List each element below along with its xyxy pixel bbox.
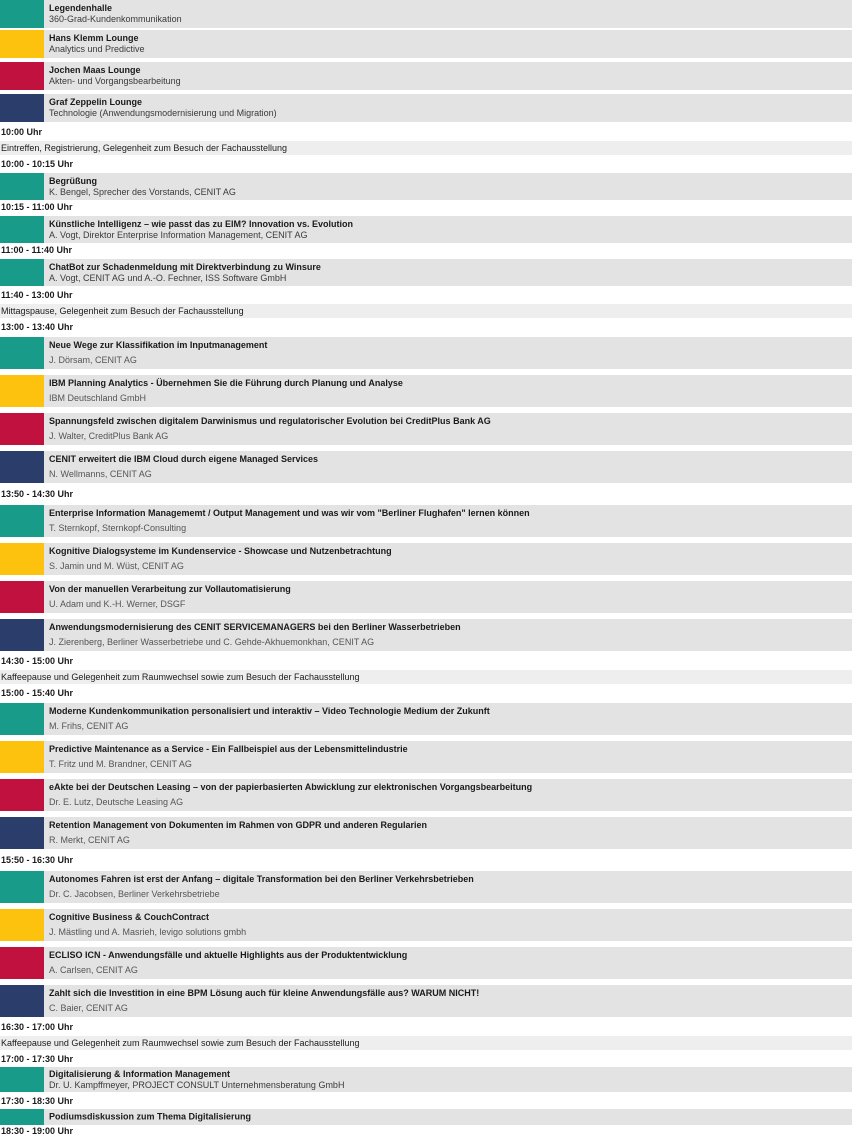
navy-track-swatch (0, 985, 44, 1017)
item-title: Jochen Maas Lounge (49, 65, 141, 75)
item-speaker: U. Adam und K.-H. Werner, DSGF (49, 599, 186, 609)
break-note-text: Mittagspause, Gelegenheit zum Besuch der Fachausstellung (1, 306, 244, 316)
session-row (0, 413, 852, 445)
time-slot-header (0, 1052, 852, 1066)
session-row (0, 451, 852, 483)
room-legend-graf-zeppelin-lounge (0, 94, 852, 122)
item-title: Hans Klemm Lounge (49, 33, 139, 43)
time-slot-label: 16:30 - 17:00 Uhr (1, 1022, 74, 1032)
item-speaker: Dr. E. Lutz, Deutsche Leasing AG (49, 797, 184, 807)
item-title: Moderne Kundenkommunikation personalisiert und interaktiv – Video Technologie Medium der Zukunft (49, 706, 490, 716)
session-row (0, 505, 852, 537)
item-text (49, 219, 353, 241)
time-slot-label: 17:30 - 18:30 Uhr (1, 1096, 74, 1106)
item-title: Enterprise Information Managememt / Output Management und was wir vom "Berliner Flughafen" lernen können (49, 508, 530, 518)
time-slot-label: 15:00 - 15:40 Uhr (1, 688, 74, 698)
item-speaker: Technologie (Anwendungsmodernisierung und Migration) (49, 108, 277, 118)
item-title: Cognitive Business & CouchContract (49, 912, 210, 922)
session-row (0, 1109, 852, 1125)
item-text (49, 818, 427, 848)
item-title: ChatBot zur Schadenmeldung mit Direktverbindung zu Winsure (49, 261, 321, 272)
time-slot-header (0, 125, 852, 139)
teal-track-swatch (0, 0, 44, 28)
session-row (0, 817, 852, 849)
item-text (49, 33, 145, 55)
item-text (49, 704, 490, 734)
time-slot-header (0, 853, 852, 867)
time-slot-label: 11:00 - 11:40 Uhr (1, 245, 73, 255)
session-row (0, 619, 852, 651)
teal-track-swatch (0, 216, 44, 243)
session-row (0, 216, 852, 243)
item-title: Graf Zeppelin Lounge (49, 97, 143, 107)
red-track-swatch (0, 413, 44, 445)
time-slot-header (0, 1094, 852, 1108)
break-note (0, 1036, 852, 1050)
item-speaker: K. Bengel, Sprecher des Vorstands, CENIT AG (49, 186, 236, 197)
session-row (0, 173, 852, 200)
item-title: Digitalisierung & Information Management (49, 1068, 231, 1079)
item-title: Legendenhalle (49, 3, 113, 13)
time-slot-header (0, 1020, 852, 1034)
teal-track-swatch (0, 871, 44, 903)
break-note (0, 304, 852, 318)
item-speaker: N. Wellmanns, CENIT AG (49, 469, 152, 479)
item-speaker: T. Sternkopf, Sternkopf-Consulting (49, 523, 187, 533)
time-slot-header (0, 654, 852, 668)
item-speaker: Dr. U. Kampffmeyer, PROJECT CONSULT Unternehmensberatung GmbH (49, 1079, 345, 1090)
item-speaker: C. Baier, CENIT AG (49, 1003, 128, 1013)
teal-track-swatch (0, 337, 44, 369)
time-slot-label: 13:00 - 13:40 Uhr (1, 322, 74, 332)
session-row (0, 703, 852, 735)
time-slot-header (0, 1126, 852, 1136)
yellow-track-swatch (0, 375, 44, 407)
navy-track-swatch (0, 94, 44, 122)
item-title: CENIT erweitert die IBM Cloud durch eigene Managed Services (49, 454, 319, 464)
time-slot-label: 14:30 - 15:00 Uhr (1, 656, 74, 666)
time-slot-header (0, 487, 852, 501)
navy-track-swatch (0, 619, 44, 651)
yellow-track-swatch (0, 741, 44, 773)
time-slot-header (0, 243, 852, 257)
item-title: Spannungsfeld zwischen digitalem Darwinismus und regulatorischer Evolution bei CreditPlus Bank AG (49, 416, 491, 426)
item-text (49, 414, 491, 444)
teal-track-swatch (0, 1067, 44, 1092)
item-text (49, 452, 318, 482)
teal-track-swatch (0, 1109, 44, 1125)
break-note-text: Kaffeepause und Gelegenheit zum Raumwechsel sowie zum Besuch der Fachausstellung (1, 1038, 360, 1048)
item-speaker: T. Fritz und M. Brandner, CENIT AG (49, 759, 192, 769)
navy-track-swatch (0, 817, 44, 849)
break-note-text: Kaffeepause und Gelegenheit zum Raumwechsel sowie zum Besuch der Fachausstellung (1, 672, 360, 682)
item-text (49, 262, 321, 284)
room-legend-jochen-maas-lounge (0, 62, 852, 90)
item-speaker: J. Dörsam, CENIT AG (49, 355, 137, 365)
session-row (0, 543, 852, 575)
item-speaker: J. Walter, CreditPlus Bank AG (49, 431, 169, 441)
teal-track-swatch (0, 505, 44, 537)
time-slot-header (0, 288, 852, 302)
time-slot-label: 10:00 Uhr (1, 127, 43, 137)
time-slot-header (0, 200, 852, 214)
item-text (49, 986, 479, 1016)
item-title: eAkte bei der Deutschen Leasing – von der papierbasierten Abwicklung zur elektronischen Vorgangsbearbeitung (49, 782, 533, 792)
time-slot-label: 13:50 - 14:30 Uhr (1, 489, 74, 499)
item-text (49, 742, 408, 772)
item-text (49, 338, 267, 368)
item-speaker: IBM Deutschland GmbH (49, 393, 147, 403)
red-track-swatch (0, 581, 44, 613)
item-speaker: R. Merkt, CENIT AG (49, 835, 130, 845)
item-speaker: Analytics und Predictive (49, 44, 145, 54)
session-row (0, 909, 852, 941)
teal-track-swatch (0, 703, 44, 735)
time-slot-header (0, 320, 852, 334)
break-note (0, 670, 852, 684)
item-text (49, 97, 277, 119)
item-speaker: A. Vogt, CENIT AG und A.-O. Fechner, ISS Software GmbH (49, 272, 287, 283)
break-note (0, 141, 852, 155)
session-row (0, 947, 852, 979)
item-text (49, 1112, 251, 1123)
item-text (49, 582, 291, 612)
session-row (0, 581, 852, 613)
item-speaker: J. Zierenberg, Berliner Wasserbetriebe und C. Gehde-Akhuemonkhan, CENIT AG (49, 637, 375, 647)
item-text (49, 1069, 344, 1091)
item-title: Neue Wege zur Klassifikation im Inputmanagement (49, 340, 268, 350)
red-track-swatch (0, 62, 44, 90)
item-title: Autonomes Fahren ist erst der Anfang – digitale Transformation bei den Berliner Verkehrsbetrieben (49, 874, 474, 884)
item-speaker: A. Vogt, Direktor Enterprise Information Management, CENIT AG (49, 229, 308, 240)
item-text (49, 65, 181, 87)
yellow-track-swatch (0, 909, 44, 941)
item-speaker: S. Jamin und M. Wüst, CENIT AG (49, 561, 184, 571)
session-row (0, 375, 852, 407)
time-slot-header (0, 157, 852, 171)
teal-track-swatch (0, 173, 44, 200)
item-title: Retention Management von Dokumenten im Rahmen von GDPR und anderen Regularien (49, 820, 428, 830)
item-title: Zahlt sich die Investition in eine BPM Lösung auch für kleine Anwendungsfälle aus? WARUM NICHT! (49, 988, 480, 998)
item-text (49, 872, 474, 902)
time-slot-label: 17:00 - 17:30 Uhr (1, 1054, 74, 1064)
session-row (0, 985, 852, 1017)
red-track-swatch (0, 779, 44, 811)
item-title: Podiumsdiskussion zum Thema Digitalisierung (49, 1111, 252, 1122)
item-text (49, 506, 530, 536)
item-speaker: 360-Grad-Kundenkommunikation (49, 14, 182, 24)
item-title: Künstliche Intelligenz – wie passt das zu EIM? Innovation vs. Evolution (49, 218, 354, 229)
session-row (0, 259, 852, 286)
item-text (49, 544, 392, 574)
yellow-track-swatch (0, 543, 44, 575)
red-track-swatch (0, 947, 44, 979)
item-speaker: J. Mästling und A. Masrieh, levigo solutions gmbh (49, 927, 247, 937)
time-slot-label: 10:00 - 10:15 Uhr (1, 159, 74, 169)
room-legend-legendenhalle (0, 0, 852, 28)
session-row (0, 1067, 852, 1092)
time-slot-label: 15:50 - 16:30 Uhr (1, 855, 74, 865)
item-text (49, 910, 246, 940)
item-title: IBM Planning Analytics - Übernehmen Sie die Führung durch Planung und Analyse (49, 378, 403, 388)
item-text (49, 3, 182, 25)
item-text (49, 948, 407, 978)
session-row (0, 337, 852, 369)
session-row (0, 779, 852, 811)
item-speaker: A. Carlsen, CENIT AG (49, 965, 138, 975)
item-speaker: Akten- und Vorgangsbearbeitung (49, 76, 181, 86)
teal-track-swatch (0, 259, 44, 286)
item-title: Von der manuellen Verarbeitung zur Vollautomatisierung (49, 584, 291, 594)
session-row (0, 741, 852, 773)
item-title: Predictive Maintenance as a Service - Ein Fallbeispiel aus der Lebensmittelindustrie (49, 744, 408, 754)
item-speaker: Dr. C. Jacobsen, Berliner Verkehrsbetriebe (49, 889, 220, 899)
time-slot-header (0, 686, 852, 700)
item-text (49, 620, 461, 650)
item-title: ECLISO ICN - Anwendungsfälle und aktuelle Highlights aus der Produktentwicklung (49, 950, 408, 960)
time-slot-label: 18:30 - 19:00 Uhr (1, 1126, 74, 1136)
navy-track-swatch (0, 451, 44, 483)
time-slot-label: 10:15 - 11:00 Uhr (1, 202, 73, 212)
room-legend-hans-klemm-lounge (0, 30, 852, 58)
time-slot-label: 11:40 - 13:00 Uhr (1, 290, 73, 300)
item-speaker: M. Frihs, CENIT AG (49, 721, 129, 731)
item-text (49, 780, 532, 810)
item-title: Anwendungsmodernisierung des CENIT SERVICEMANAGERS bei den Berliner Wasserbetrieben (49, 622, 461, 632)
session-row (0, 871, 852, 903)
item-title: Begrüßung (49, 175, 97, 186)
item-text (49, 376, 403, 406)
yellow-track-swatch (0, 30, 44, 58)
break-note-text: Eintreffen, Registrierung, Gelegenheit zum Besuch der Fachausstellung (1, 143, 287, 153)
item-text (49, 176, 236, 198)
item-title: Kognitive Dialogsysteme im Kundenservice - Showcase und Nutzenbetrachtung (49, 546, 392, 556)
